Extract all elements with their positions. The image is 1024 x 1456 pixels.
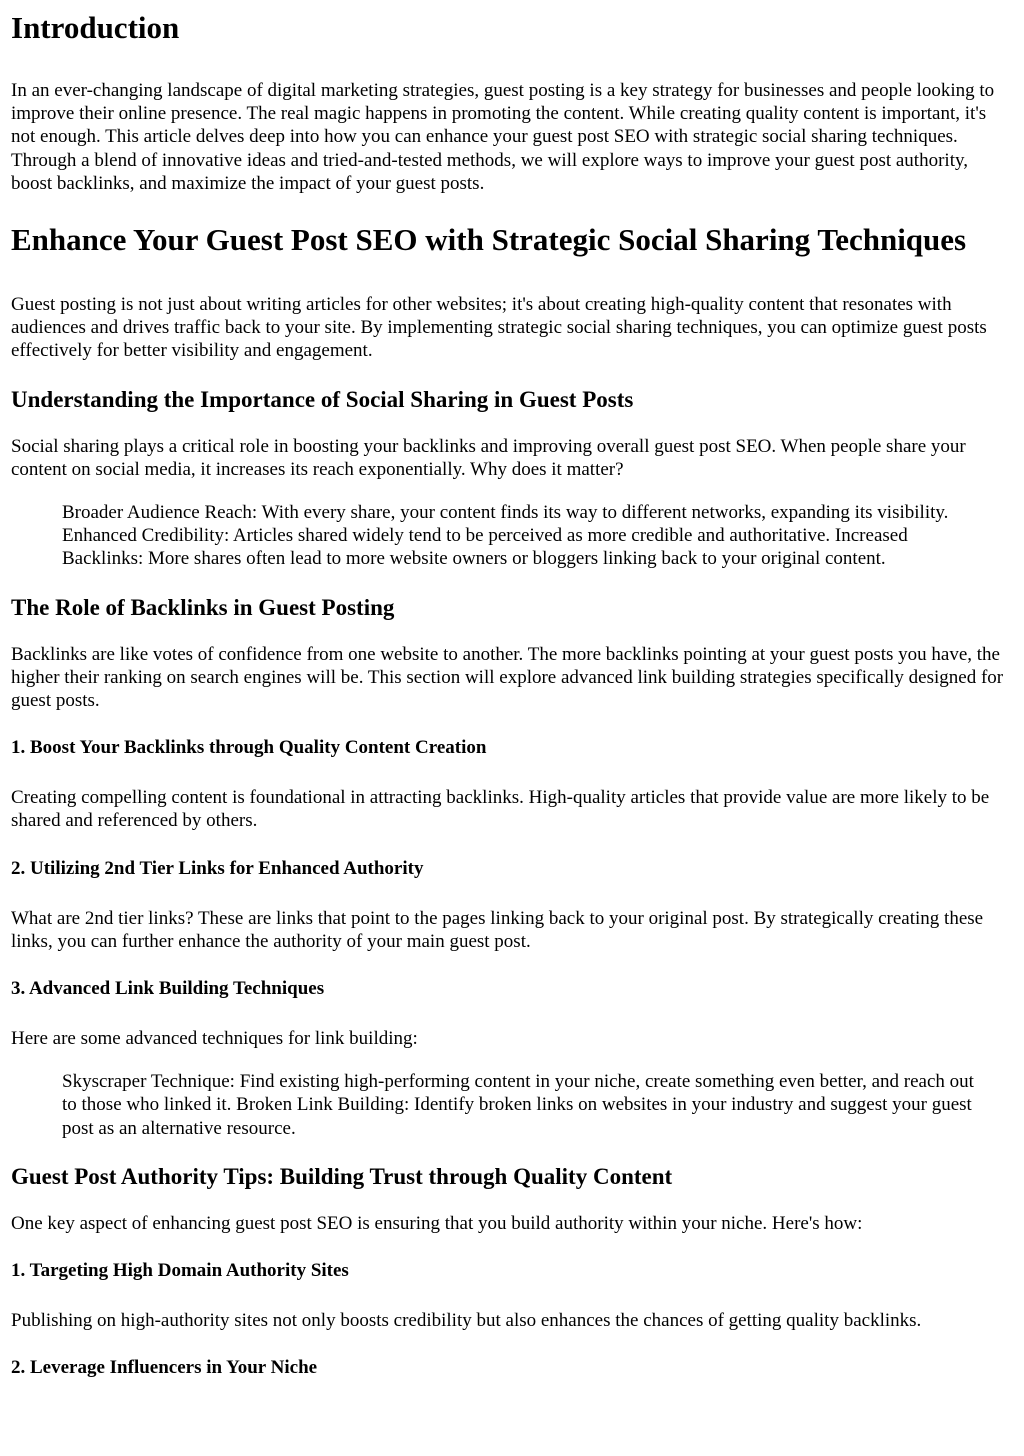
backlinks-heading: The Role of Backlinks in Guest Posting bbox=[11, 594, 395, 620]
boost-backlinks-paragraph: Creating compelling content is foundational in attracting backlinks. High-quality articles that provide value are more likely to be shared and referenced by others. bbox=[11, 787, 990, 832]
intro-heading: Introduction bbox=[11, 10, 180, 45]
article bbox=[0, 10, 1024, 1379]
boost-backlinks-heading: 1. Boost Your Backlinks through Quality Content Creation bbox=[11, 737, 487, 759]
advanced-link-building-heading: 3. Advanced Link Building Techniques bbox=[11, 978, 325, 1000]
social-sharing-paragraph: Social sharing plays a critical role in boosting your backlinks and improving overall guest post SEO. When people share your content on social media, it increases its reach exponentially. Why does it matter? bbox=[11, 435, 966, 480]
targeting-high-da-heading: 1. Targeting High Domain Authority Sites bbox=[11, 1260, 349, 1282]
main-paragraph: Guest posting is not just about writing articles for other websites; it's about creating high-quality content that resonates with audiences and drives traffic back to your site. By implementing strategic social sharing techniques, you can optimize guest posts effectively for better visibility and engagement. bbox=[11, 294, 987, 362]
advanced-link-building-blockquote: Skyscraper Technique: Find existing high-performing content in your niche, create something even better, and reach out to those who linked it. Broken Link Building: Identify broken links on websites in your industry and suggest your guest post as an alternative resource. bbox=[62, 1071, 974, 1139]
leverage-influencers-heading: 2. Leverage Influencers in Your Niche bbox=[11, 1357, 318, 1379]
backlinks-paragraph: Backlinks are like votes of confidence from one website to another. The more backlinks pointing at your guest posts you have, the higher their ranking on search engines will be. This section will explore advanced link building strategies specifically designed for guest posts. bbox=[11, 643, 1004, 712]
social-sharing-heading: Understanding the Importance of Social Sharing in Guest Posts bbox=[11, 386, 634, 412]
second-tier-links-paragraph: What are 2nd tier links? These are links that point to the pages linking back to your original post. By strategically creating these links, you can further enhance the authority of your main guest post. bbox=[11, 907, 984, 952]
main-heading: Enhance Your Guest Post SEO with Strategic Social Sharing Techniques bbox=[11, 222, 967, 258]
targeting-high-da-paragraph: Publishing on high-authority sites not only boosts credibility but also enhances the chances of getting quality backlinks. bbox=[11, 1310, 922, 1332]
social-sharing-blockquote: Broader Audience Reach: With every share, your content finds its way to different networks, expanding its visibility. Enhanced Credibility: Articles shared widely tend to be perceived as more credible and authoritative. Increased Backlinks: More shares often lead to more website owners or bloggers linking back to your original content. bbox=[62, 502, 949, 570]
authority-tips-heading: Guest Post Authority Tips: Building Trust through Quality Content bbox=[11, 1163, 673, 1189]
second-tier-links-heading: 2. Utilizing 2nd Tier Links for Enhanced Authority bbox=[11, 857, 424, 879]
authority-tips-paragraph: One key aspect of enhancing guest post SEO is ensuring that you build authority within your niche. Here's how: bbox=[11, 1212, 863, 1234]
intro-paragraph: In an ever-changing landscape of digital marketing strategies, guest posting is a key strategy for businesses and people looking to improve their online presence. The real magic happens in promoting the content. While creating quality content is important, it's not enough. This article delves deep into how you can enhance your guest post SEO with strategic social sharing techniques. Through a blend of innovative ideas and tried-and-tested methods, we will explore ways to improve your guest post authority, boost backlinks, and maximize the impact of your guest posts. bbox=[11, 80, 995, 194]
advanced-link-building-paragraph: Here are some advanced techniques for link building: bbox=[11, 1028, 418, 1050]
